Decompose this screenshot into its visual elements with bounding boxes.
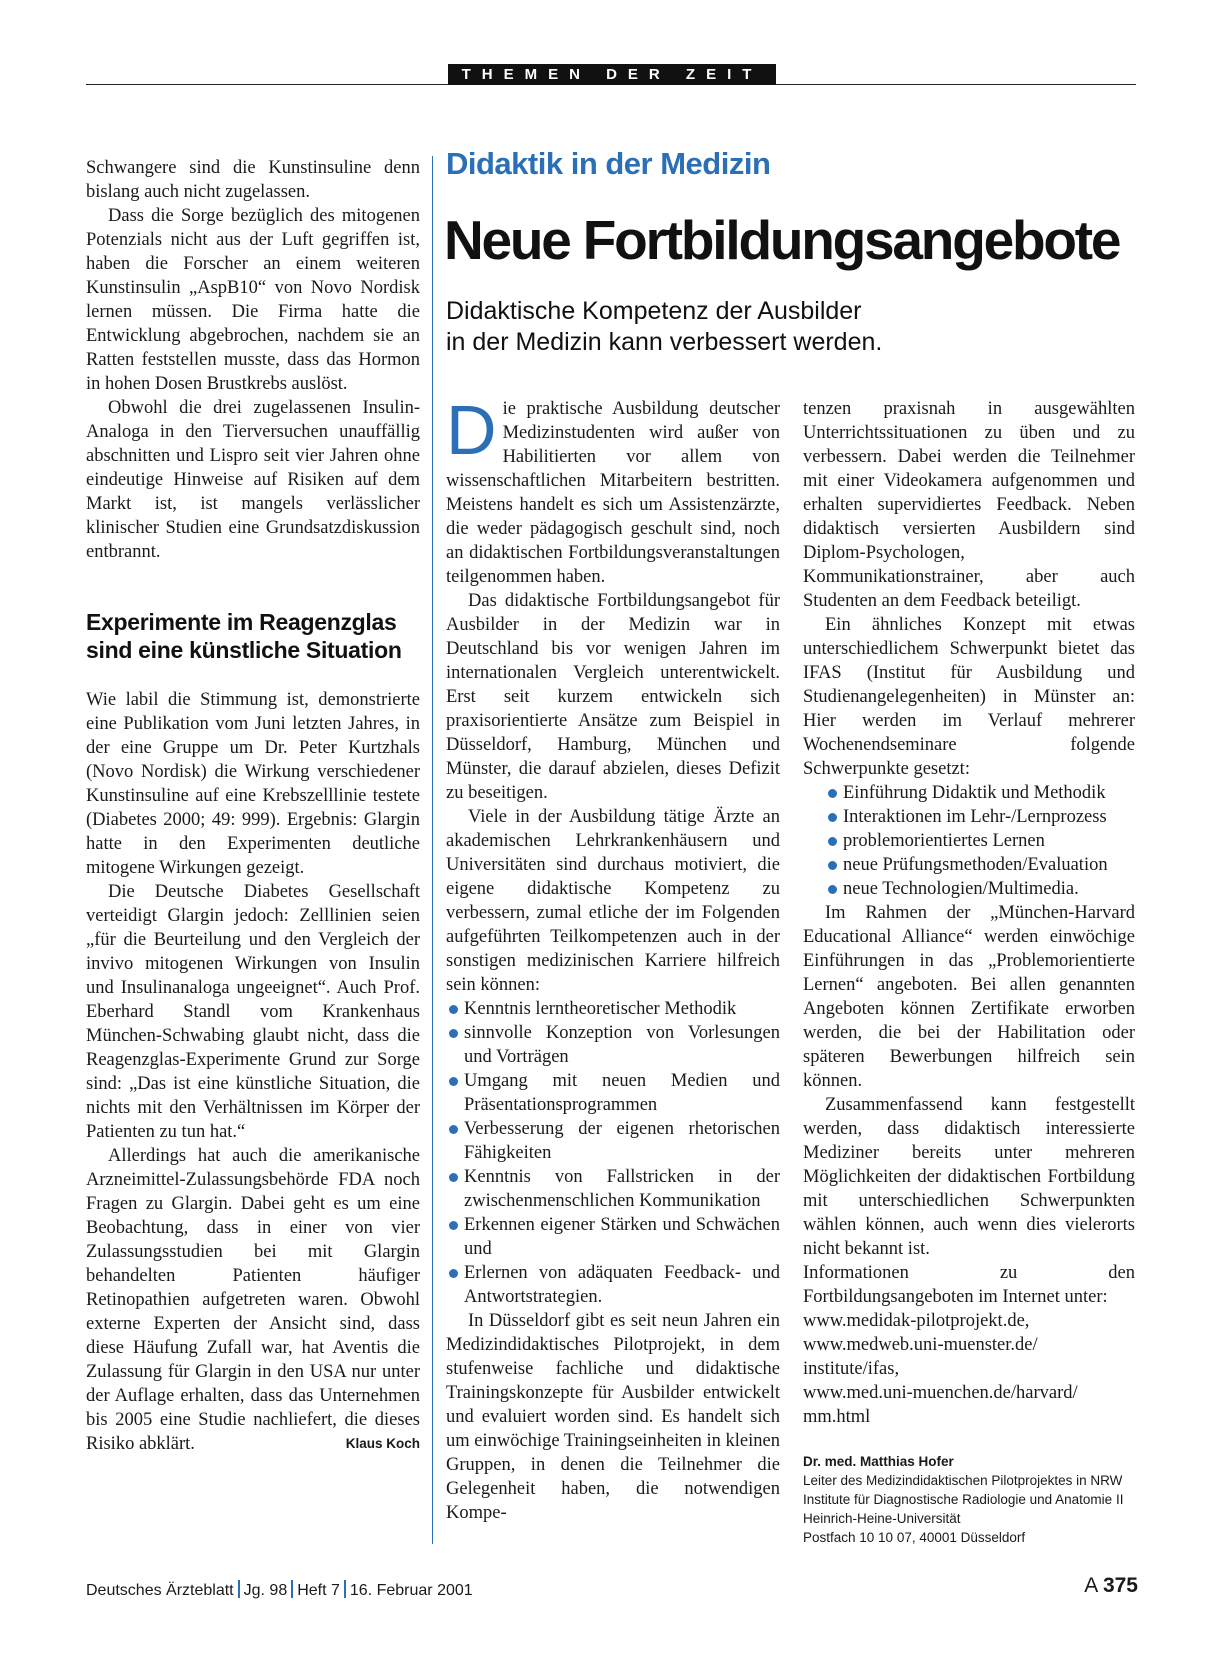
bullet-icon: [449, 1173, 458, 1182]
paragraph: In Düsseldorf gibt es seit neun Jahren ein Medizindidaktisches Pilotprojekt, in dem stufenweise fachliche und didaktische Trainingskonzepte für Ausbilder entwickelt und evaluiert worden sind. Es handelt sich um einwöchige Trainingseinheiten in kleinen Gruppen, in denen die Teilnehmer die Gelegenheit haben, die notwendigen Kompe-: [446, 1311, 780, 1523]
list-item: [446, 1165, 780, 1213]
footer: [86, 1580, 473, 1600]
web-link[interactable]: www.med.uni-muenchen.de/harvard/: [803, 1383, 1078, 1403]
paragraph: tenzen praxisnah in ausgewählten Unterrichtssituationen zu üben und zu verbessern. Dabei werden die Teilnehmer mit einer Videokamera aufgenommen und erhalten supervidiertes Feedback. Neben didaktisch versierten Ausbildern sind Diplom-Psychologen, Kommunikationstrainer, aber auch Studenten an dem Feedback beteiligt.: [803, 399, 1135, 611]
article-column-1: [446, 391, 780, 1525]
paragraph: Schwangere sind die Kunstinsuline denn bislang auch nicht zugelassen.: [86, 158, 420, 202]
bullet-icon: [828, 813, 837, 822]
page-number: [1084, 1574, 1138, 1598]
link-list: [803, 1309, 1135, 1429]
focus-list: [803, 781, 1135, 901]
article-headline: Neue Fortbildungsangebote: [444, 209, 1120, 271]
list-item-text: Erkennen eigener Stärken und Schwächen und: [464, 1215, 780, 1259]
list-item-text: Verbesserung der eigenen rhetorischen Fähigkeiten: [464, 1119, 780, 1163]
list-item-text: Kenntnis lerntheoretischer Methodik: [464, 999, 737, 1019]
web-link[interactable]: www.medidak-pilotprojekt.de,: [803, 1311, 1030, 1331]
issue: Heft 7: [297, 1582, 340, 1599]
paragraph: Wie labil die Stimmung ist, demonstrierte eine Publikation vom Juni letzten Jahres, in der eine Gruppe um Dr. Peter Kurtzhals (Novo Nordisk) die Wirkung verschiedener Kunstinsuline auf eine Krebszelllinie testete (Diabetes 2000; 49: 999). Ergebnis: Glargin hatte in den Experimenten deutliche mitogene Wirkungen gezeigt.: [86, 690, 420, 878]
bullet-icon: [449, 1125, 458, 1134]
subheading-line: Experimente im Reagenzglas: [86, 609, 397, 635]
list-item-text: sinnvolle Konzeption von Vorlesungen und Vorträgen: [464, 1023, 780, 1067]
bullet-icon: [828, 861, 837, 870]
page-prefix: A: [1084, 1574, 1098, 1597]
bullet-icon: [828, 837, 837, 846]
volume: Jg. 98: [243, 1582, 288, 1599]
paragraph: Zusammenfassend kann festgestellt werden, dass didaktisch interessierte Mediziner bereits unter mehreren Möglichkeiten der didaktischen Fortbildung mit unterschiedlichen Schwerpunkten wählen können, auch wenn dies vielerorts nicht bekannt ist.: [803, 1095, 1135, 1259]
list-item-text: Interaktionen im Lehr-/Lernprozess: [843, 807, 1107, 827]
article-standfirst: [446, 296, 882, 358]
author-signature: [803, 1452, 1143, 1547]
list-item: [446, 1069, 780, 1117]
previous-article-column: [86, 156, 420, 1456]
subheading-line: sind eine künstliche Situation: [86, 637, 402, 663]
bullet-icon: [449, 1269, 458, 1278]
web-link[interactable]: mm.html: [803, 1407, 871, 1427]
list-item: [825, 805, 1135, 829]
list-item: [446, 1213, 780, 1261]
bullet-icon: [828, 885, 837, 894]
paragraph: Obwohl die drei zugelassenen Insulin-Analoga in den Tierversuchen unauffällig abschnitten und Lispro seit vier Jahren ohne eindeutige Hinweise auf Risiken auf dem Markt ist, ist mangels verlässlicher klinischer Studien eine Grundsatzdiskussion entbrannt.: [86, 398, 420, 562]
list-item-text: Umgang mit neuen Medien und Präsentationsprogrammen: [464, 1071, 780, 1115]
list-item-text: Kenntnis von Fallstricken in der zwischenmenschlichen Kommunikation: [464, 1167, 780, 1211]
list-item: [446, 997, 780, 1021]
paragraph: Die Deutsche Diabetes Gesellschaft verteidigt Glargin jedoch: Zelllinien seien „für die Beurteilung und den Vergleich der invivo mitogenen Wirkungen von Insulin und Insulinanaloga ungeeignet“. Auch Prof. Eberhard Standl vom Krankenhaus München-Schwabing glaubt nicht, dass die Reagenzglas-Experimente Grund zur Sorge sind: „Das ist eine künstliche Situation, die nichts mit den Verhältnissen im Körper der Patienten zu tun hat.“: [86, 882, 420, 1142]
bullet-icon: [449, 1029, 458, 1038]
bullet-icon: [449, 1077, 458, 1086]
list-item: [825, 829, 1135, 853]
list-item: [825, 877, 1135, 901]
list-item: [446, 1021, 780, 1069]
list-item: [446, 1117, 780, 1165]
journal-name: Deutsches Ärzteblatt: [86, 1582, 234, 1599]
paragraph-text: ie praktische Ausbildung deutscher Medizinstudenten wird außer von Habilitierten vor allem von wissenschaftlichen Mitarbeitern bestritten. Meistens handelt es sich um Assistenzärzte, die weder pädagogisch geschult sind, noch an didaktischen Fortbildungsveranstaltungen teilgenommen haben.: [446, 399, 780, 587]
web-link[interactable]: institute/ifas,: [803, 1359, 900, 1379]
drop-cap: D: [446, 391, 497, 469]
paragraph: Im Rahmen der „München-Harvard Educational Alliance“ werden einwöchige Einführungen in das „Problemorientierte Lernen“ angeboten. Bei allen genannten Angeboten können Zertifikate erworben werden, die bei der Habilitation oder späteren Bewerbungen hilfreich sein können.: [803, 903, 1135, 1091]
issue-date: 16. Februar 2001: [349, 1582, 473, 1599]
paragraph: Ein ähnliches Konzept mit etwas unterschiedlichem Schwerpunkt bietet das IFAS (Institut für Ausbildung und Studienangelegenheiten) in Münster an: Hier werden im Verlauf mehrerer Wochenendseminare folgende Schwerpunkte gesetzt:: [803, 615, 1135, 779]
section-label: THEMEN DER ZEIT: [448, 64, 776, 85]
paragraph: Das didaktische Fortbildungsangebot für Ausbilder in der Medizin war in Deutschland bis vor wenigen Jahren im internationalen Vergleich unterentwickelt. Erst seit kurzem entwickeln sich praxisorientierte Ansätze zum Beispiel in Düsseldorf, Hamburg, München und Münster, die darauf abzielen, dieses Defizit zu beseitigen.: [446, 591, 780, 803]
standfirst-line: in der Medizin kann verbessert werden.: [446, 328, 883, 356]
paragraph: [86, 1144, 420, 1456]
web-link[interactable]: www.medweb.uni-muenster.de/: [803, 1335, 1038, 1355]
footer-separator: [291, 1580, 293, 1598]
list-item-text: neue Prüfungsmethoden/Evaluation: [843, 855, 1108, 875]
list-item: [825, 781, 1135, 805]
standfirst-line: Didaktische Kompetenz der Ausbilder: [446, 297, 862, 325]
footer-separator: [238, 1580, 240, 1598]
subheading: [86, 608, 420, 664]
paragraph: Viele in der Ausbildung tätige Ärzte an akademischen Lehrkrankenhäusern und Universitäten sind durchaus motiviert, die eigene didaktische Kompetenz zu verbessern, zumal etliche der im Folgenden aufgeführten Teilkompetenzen auch in der sonstigen medizinischen Karriere hilfreich sein können:: [446, 807, 780, 995]
list-item-text: Einführung Didaktik und Methodik: [843, 783, 1106, 803]
author-name: Klaus Koch: [345, 1436, 420, 1451]
list-item-text: Erlernen von adäquaten Feedback- und Antwortstrategien.: [464, 1263, 780, 1307]
paragraph: Dass die Sorge bezüglich des mitogenen Potenzials nicht aus der Luft gegriffen ist, haben die Forscher an einem weiteren Kunstinsulin „AspB10“ von Novo Nordisk lernen müssen. Die Firma hatte die Entwicklung abgebrochen, nachdem sie an Ratten feststellen musste, dass das Hormon in hohen Dosen Brustkrebs auslöst.: [86, 206, 420, 394]
article-column-2: [803, 397, 1135, 1429]
paragraph: [446, 391, 780, 589]
list-item-text: neue Technologien/Multimedia.: [843, 879, 1079, 899]
column-divider: [432, 156, 433, 1544]
author-address: Postfach 10 10 07, 40001 Düsseldorf: [803, 1530, 1026, 1545]
list-item: [446, 1261, 780, 1309]
bullet-icon: [828, 789, 837, 798]
author-affiliation: Leiter des Medizindidaktischen Pilotprojektes in NRW: [803, 1473, 1123, 1488]
bullet-icon: [449, 1221, 458, 1230]
author-affiliation: Institute für Diagnostische Radiologie und Anatomie II: [803, 1492, 1124, 1507]
competency-list: [446, 997, 780, 1309]
page-number-value: 375: [1102, 1574, 1138, 1597]
paragraph-text: Allerdings hat auch die amerikanische Arzneimittel-Zulassungsbehörde FDA noch Fragen zu Glargin. Dabei geht es um eine Beobachtung, dass in einer von vier Zulassungsstudien bei mit Glargin behandelten Patienten häufiger Retinopathien aufgetreten waren. Obwohl externe Experten der Ansicht sind, dass diese Häufung Zufall war, hat Aventis die Zulassung für Glargin in den USA nur unter der Auflage erhalten, dass das Unternehmen bis 2005 eine Studie nachliefert, die dieses Risiko abklärt.: [86, 1146, 420, 1454]
list-item: [825, 853, 1135, 877]
list-item-text: problemorientiertes Lernen: [843, 831, 1045, 851]
footer-separator: [344, 1580, 346, 1598]
info-label: Informationen zu den Fortbildungsangeboten im Internet unter:: [803, 1263, 1135, 1307]
author-name: Dr. med. Matthias Hofer: [803, 1454, 954, 1469]
article-kicker: Didaktik in der Medizin: [446, 146, 771, 181]
author-affiliation: Heinrich-Heine-Universität: [803, 1511, 961, 1526]
bullet-icon: [449, 1005, 458, 1014]
